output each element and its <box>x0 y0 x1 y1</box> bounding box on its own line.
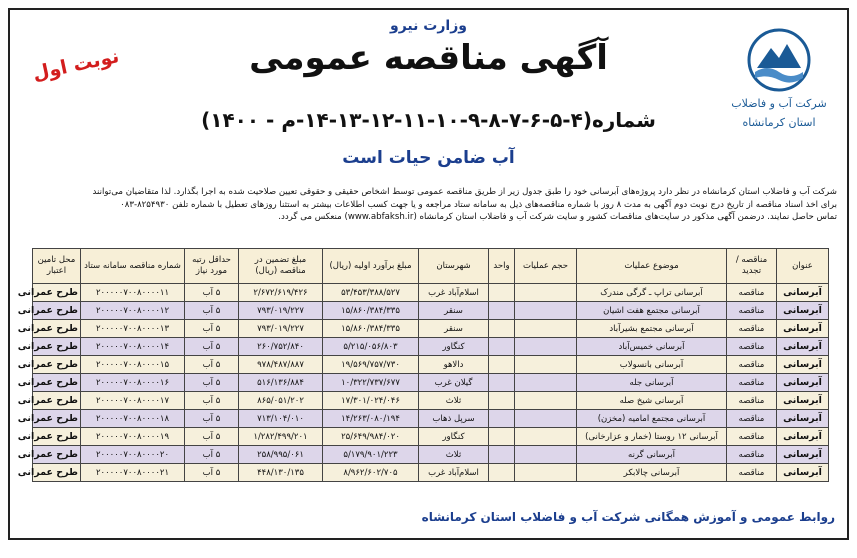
header-setad: شماره مناقصه سامانه ستاد <box>81 249 185 284</box>
cell-type: مناقصه <box>727 392 777 410</box>
cell-title: آبرسانی <box>777 446 829 464</box>
cell-funding: طرح عمرانی <box>33 320 81 338</box>
cell-title: آبرسانی <box>777 428 829 446</box>
header-estimate: مبلغ برآورد اولیه (ریال) <box>323 249 419 284</box>
cell-volume <box>515 446 577 464</box>
table-row <box>33 410 829 428</box>
table-row <box>33 284 829 302</box>
cell-unit <box>489 284 515 302</box>
tender-number: شماره(۴-۵-۶-۷-۸-۹-۱۰-۱۱-۱۲-۱۳-۱۴-م - ۱۴۰۰) <box>201 108 656 132</box>
cell-type: مناقصه <box>727 446 777 464</box>
header-subject: موضوع عملیات <box>577 249 727 284</box>
cell-unit <box>489 338 515 356</box>
cell-unit <box>489 302 515 320</box>
round-label: نوبت اول <box>30 45 122 85</box>
cell-estimate: ۱۷/۳۰۱/۰۲۴/۰۴۶ <box>323 392 419 410</box>
cell-subject: آبرسانی شیخ صله <box>577 392 727 410</box>
cell-subject: آبرسانی مجتمع امامیه (مخزن) <box>577 410 727 428</box>
cell-funding: طرح عمرانی <box>33 374 81 392</box>
cell-grade: ۵ آب <box>185 446 239 464</box>
cell-unit <box>489 446 515 464</box>
cell-unit <box>489 428 515 446</box>
cell-grade: ۵ آب <box>185 356 239 374</box>
ministry-name: وزارت نیرو <box>390 18 467 34</box>
cell-unit <box>489 464 515 482</box>
cell-setad: ۲۰۰۰۰۰۷۰۰۸۰۰۰۰۱۸ <box>81 410 185 428</box>
cell-title: آبرسانی <box>777 356 829 374</box>
cell-subject: آبرسانی تراپ ـ گرگی مندرک <box>577 284 727 302</box>
cell-estimate: ۸/۹۶۲/۶۰۲/۷۰۵ <box>323 464 419 482</box>
cell-volume <box>515 356 577 374</box>
cell-subject: آبرسانی بانسولاب <box>577 356 727 374</box>
cell-volume <box>515 428 577 446</box>
cell-city: اسلام‌آباد غرب <box>419 284 489 302</box>
page-title: آگهی مناقصه عمومی <box>249 38 608 78</box>
cell-grade: ۵ آب <box>185 428 239 446</box>
cell-setad: ۲۰۰۰۰۰۷۰۰۸۰۰۰۰۱۶ <box>81 374 185 392</box>
cell-volume <box>515 320 577 338</box>
cell-setad: ۲۰۰۰۰۰۷۰۰۸۰۰۰۰۱۹ <box>81 428 185 446</box>
cell-estimate: ۱۹/۵۶۹/۷۵۷/۷۳۰ <box>323 356 419 374</box>
cell-volume <box>515 374 577 392</box>
cell-subject: آبرسانی مجتمع بشیرآباد <box>577 320 727 338</box>
cell-type: مناقصه <box>727 410 777 428</box>
intro-paragraph <box>20 186 837 224</box>
cell-subject: آبرسانی گرنه <box>577 446 727 464</box>
cell-setad: ۲۰۰۰۰۰۷۰۰۸۰۰۰۰۱۱ <box>81 284 185 302</box>
cell-city: کنگاور <box>419 338 489 356</box>
cell-city: سنقر <box>419 302 489 320</box>
cell-setad: ۲۰۰۰۰۰۷۰۰۸۰۰۰۰۱۴ <box>81 338 185 356</box>
cell-estimate: ۱۴/۲۶۳/۰۸۰/۱۹۴ <box>323 410 419 428</box>
cell-title: آبرسانی <box>777 410 829 428</box>
cell-type: مناقصه <box>727 338 777 356</box>
cell-type: مناقصه <box>727 320 777 338</box>
header-guarantee: مبلغ تضمین در مناقصه (ریال) <box>239 249 323 284</box>
table-row <box>33 374 829 392</box>
header-volume: حجم عملیات <box>515 249 577 284</box>
cell-unit <box>489 320 515 338</box>
cell-guarantee: ۷۹۳/۰۱۹/۲۲۷ <box>239 320 323 338</box>
cell-title: آبرسانی <box>777 392 829 410</box>
cell-guarantee: ۲۵۸/۹۹۵/۰۶۱ <box>239 446 323 464</box>
cell-title: آبرسانی <box>777 284 829 302</box>
cell-title: آبرسانی <box>777 338 829 356</box>
cell-setad: ۲۰۰۰۰۰۷۰۰۸۰۰۰۰۱۷ <box>81 392 185 410</box>
cell-unit <box>489 356 515 374</box>
cell-setad: ۲۰۰۰۰۰۷۰۰۸۰۰۰۰۱۲ <box>81 302 185 320</box>
table-row <box>33 464 829 482</box>
slogan: آب ضامن حیات است <box>342 148 515 168</box>
cell-subject: آبرسانی جله <box>577 374 727 392</box>
cell-estimate: ۲۵/۶۴۹/۹۸۴/۰۲۰ <box>323 428 419 446</box>
table-row <box>33 320 829 338</box>
cell-funding: طرح عمرانی <box>33 410 81 428</box>
cell-guarantee: ۸۶۵/۰۵۱/۲۰۲ <box>239 392 323 410</box>
cell-subject: آبرسانی خمیس‌آباد <box>577 338 727 356</box>
cell-funding: طرح عمرانی <box>33 338 81 356</box>
cell-estimate: ۵/۲۱۵/۰۵۶/۸۰۳ <box>323 338 419 356</box>
tender-table <box>17 248 829 482</box>
table-row <box>33 392 829 410</box>
cell-funding: طرح عمرانی <box>33 302 81 320</box>
table-row <box>33 302 829 320</box>
cell-unit <box>489 392 515 410</box>
cell-volume <box>515 338 577 356</box>
cell-subject: آبرسانی چالابکر <box>577 464 727 482</box>
table-row <box>33 338 829 356</box>
cell-setad: ۲۰۰۰۰۰۷۰۰۸۰۰۰۰۱۳ <box>81 320 185 338</box>
header-grade: حداقل رتبه مورد نیاز <box>185 249 239 284</box>
cell-volume <box>515 410 577 428</box>
cell-grade: ۵ آب <box>185 320 239 338</box>
cell-title: آبرسانی <box>777 374 829 392</box>
cell-city: کنگاور <box>419 428 489 446</box>
intro-line-2: برای اخذ اسناد مناقصه از تاریخ درج نوبت دوم آگهی به مدت ۸ روز با شماره مناقصه‌های ذیل به سامانه ستاد مراجعه و یا جهت کسب اطلاعات بیشتر به استثنا روزهای تعطیل با شماره تلفن ۸۲۵۴۹۳۰-۰۸۳ <box>120 199 837 210</box>
cell-funding: طرح عمرانی <box>33 446 81 464</box>
cell-unit <box>489 374 515 392</box>
cell-grade: ۵ آب <box>185 284 239 302</box>
cell-volume <box>515 284 577 302</box>
cell-guarantee: ۷۱۳/۱۰۴/۰۱۰ <box>239 410 323 428</box>
cell-estimate: ۱۵/۸۶۰/۳۸۴/۳۳۵ <box>323 302 419 320</box>
cell-estimate: ۱۰/۳۲۲/۷۳۷/۶۷۷ <box>323 374 419 392</box>
cell-grade: ۵ آب <box>185 338 239 356</box>
cell-title: آبرسانی <box>777 302 829 320</box>
cell-title: آبرسانی <box>777 320 829 338</box>
cell-volume <box>515 302 577 320</box>
cell-type: مناقصه <box>727 374 777 392</box>
cell-grade: ۵ آب <box>185 410 239 428</box>
cell-guarantee: ۲۶۰/۷۵۲/۸۴۰ <box>239 338 323 356</box>
cell-city: سرپل ذهاب <box>419 410 489 428</box>
table-header-row <box>33 249 829 284</box>
table-body <box>17 284 829 482</box>
cell-guarantee: ۴۴۸/۱۳۰/۱۳۵ <box>239 464 323 482</box>
intro-line-3: تماس حاصل نمایند. درضمن آگهی مذکور در سایت‌های مناقصات کشور و سایت شرکت آب و فاضلاب استان کرمانشاه (www.abfaksh.ir) منعکس می گردد. <box>278 212 837 222</box>
table-row <box>33 356 829 374</box>
header-type: مناقصه / تجدید <box>727 249 777 284</box>
footer-public-relations: روابط عمومی و آموزش همگانی شرکت آب و فاضلاب استان کرمانشاه <box>421 510 835 524</box>
cell-city: ثلاث <box>419 392 489 410</box>
cell-subject: آبرسانی ۱۲ روستا (خمار و عزارخانی) <box>577 428 727 446</box>
cell-volume <box>515 392 577 410</box>
cell-funding: طرح عمرانی <box>33 464 81 482</box>
cell-funding: طرح عمرانی <box>33 356 81 374</box>
cell-estimate: ۵/۱۷۹/۹۰۱/۲۲۳ <box>323 446 419 464</box>
header-funding: محل تامین اعتبار <box>33 249 81 284</box>
cell-setad: ۲۰۰۰۰۰۷۰۰۸۰۰۰۰۲۱ <box>81 464 185 482</box>
cell-setad: ۲۰۰۰۰۰۷۰۰۸۰۰۰۰۱۵ <box>81 356 185 374</box>
cell-title: آبرسانی <box>777 464 829 482</box>
cell-type: مناقصه <box>727 428 777 446</box>
tender-notice-page <box>8 8 849 540</box>
cell-grade: ۵ آب <box>185 374 239 392</box>
cell-guarantee: ۱/۲۸۲/۴۹۹/۲۰۱ <box>239 428 323 446</box>
cell-unit <box>489 410 515 428</box>
cell-funding: طرح عمرانی <box>33 392 81 410</box>
table-row <box>33 428 829 446</box>
header-title: عنوان <box>777 249 829 284</box>
cell-estimate: ۵۳/۴۵۳/۳۸۸/۵۲۷ <box>323 284 419 302</box>
cell-type: مناقصه <box>727 464 777 482</box>
cell-city: ثلاث <box>419 446 489 464</box>
cell-type: مناقصه <box>727 302 777 320</box>
cell-guarantee: ۹۷۸/۴۸۷/۸۸۷ <box>239 356 323 374</box>
cell-type: مناقصه <box>727 284 777 302</box>
cell-city: اسلام‌آباد غرب <box>419 464 489 482</box>
cell-city: گیلان غرب <box>419 374 489 392</box>
cell-guarantee: ۵۱۶/۱۳۶/۸۸۴ <box>239 374 323 392</box>
cell-type: مناقصه <box>727 356 777 374</box>
cell-guarantee: ۲/۶۷۲/۶۱۹/۴۲۶ <box>239 284 323 302</box>
cell-city: سنقر <box>419 320 489 338</box>
cell-volume <box>515 464 577 482</box>
logo-text-line1: شرکت آب و فاضلاب <box>731 97 827 110</box>
logo-text-line2: استان کرمانشاه <box>742 116 816 129</box>
cell-funding: طرح عمرانی <box>33 284 81 302</box>
cell-funding: طرح عمرانی <box>33 428 81 446</box>
header-unit: واحد <box>489 249 515 284</box>
cell-grade: ۵ آب <box>185 392 239 410</box>
cell-guarantee: ۷۹۳/۰۱۹/۲۲۷ <box>239 302 323 320</box>
cell-subject: آبرسانی مجتمع هفت اشیان <box>577 302 727 320</box>
cell-grade: ۵ آب <box>185 464 239 482</box>
intro-line-1: شرکت آب و فاضلاب استان کرمانشاه در نظر دارد پروژه‌های آبرسانی خود را طبق جدول زیر از طریق مناقصه عمومی توسط اشخاص حقیقی و حقوقی تعیین صلاحیت شده به اجرا بگذارد. لذا متقاضیان می‌توانند <box>92 187 837 197</box>
cell-grade: ۵ آب <box>185 302 239 320</box>
cell-city: دالاهو <box>419 356 489 374</box>
cell-setad: ۲۰۰۰۰۰۷۰۰۸۰۰۰۰۲۰ <box>81 446 185 464</box>
table-row <box>33 446 829 464</box>
header-city: شهرستان <box>419 249 489 284</box>
cell-estimate: ۱۵/۸۶۰/۳۸۴/۳۳۵ <box>323 320 419 338</box>
